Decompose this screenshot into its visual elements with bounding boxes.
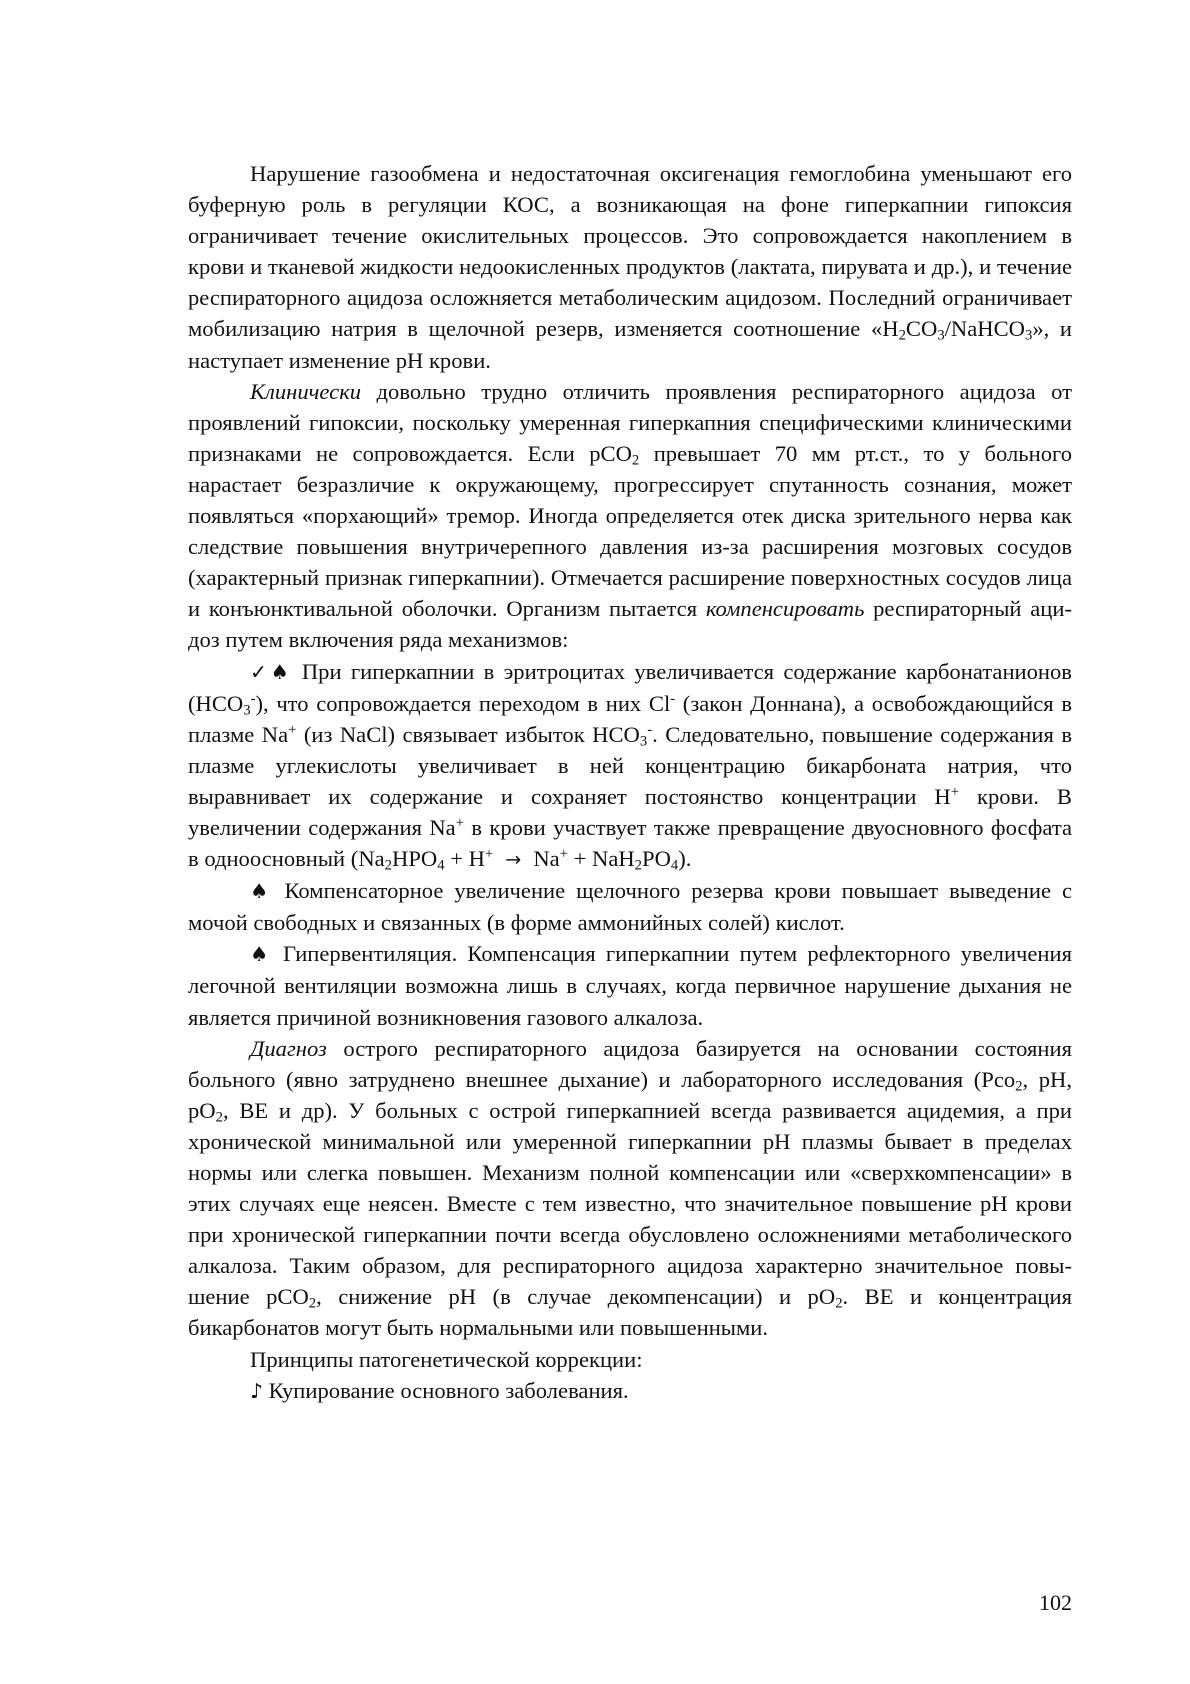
page-number: 102 xyxy=(1039,1590,1072,1615)
subscript: 3 xyxy=(639,733,648,750)
superscript: - xyxy=(250,690,256,707)
text-run: острого респираторного ацидоза базируется на основании состояния больного (явно затруднено внешнее дыхание) и лабораторного исследования (Pco xyxy=(188,1035,1072,1092)
text-run: , снижение pH (в случае декомпенсации) и pO xyxy=(316,1284,836,1310)
text-run: (закон Доннана), а освобождающийся в плазме Na xyxy=(188,690,1072,747)
paragraph-hyperventilation xyxy=(188,938,1072,1032)
italic-term: компенсировать xyxy=(705,596,865,622)
subscript: 2 xyxy=(308,1296,317,1313)
italic-term: Клинически xyxy=(250,378,362,404)
paragraph-mechanism-erythrocytes xyxy=(188,656,1072,876)
superscript: + xyxy=(950,783,960,800)
text-run: ), что сопровождается переходом в них Cl xyxy=(255,690,671,716)
text-run: превышает 70 мм рт.ст., то у больного нарастает безразличие к окружающему, прогрессирует спутанность сознания, может появляться «порхающий» тремор. Иногда определяется отек диска зрительного нерва как следствие повышения внутричерепного давления из-за расширения мозговых сосудов (характерный признак гиперкапнии). Отмечается расширение поверхностных сосудов лица и конъюнктивальной оболочки. Организм пытается xyxy=(188,440,1072,622)
text-run: довольно трудно отличить проявления респираторного ацидоза от проявлений гипоксии, поскольку умеренная гиперкапния специфическими клиническими признаками не сопровождается. Если pCO xyxy=(188,378,1072,466)
text-run: », и наступает изменение pH крови. xyxy=(188,316,1073,373)
text-run: респираторный ацидоз путем включения ряда механизмов: xyxy=(188,596,1072,653)
text-run: При гиперкапнии в эритроцитах увеличивается содержание карбонатанионов (HCO xyxy=(188,658,1072,716)
text-run: + NaH xyxy=(567,846,635,872)
text-run: + H xyxy=(444,846,485,872)
paragraph-alkaline-reserve xyxy=(188,875,1072,938)
text-run: Na xyxy=(533,846,560,872)
subscript: 3 xyxy=(243,702,251,719)
body-text xyxy=(188,158,1072,1407)
text-run: HPO xyxy=(392,846,438,872)
subscript: 2 xyxy=(898,328,906,345)
superscript: - xyxy=(647,721,653,738)
arrow-right-icon: → xyxy=(505,848,522,872)
spade-bullet-icon: ♠ xyxy=(250,879,274,904)
text-run: Компенсаторное увеличение щелочного резерва крови повышает выведение с мочой свободных и связанных (в форме аммонийных солей) кислот. xyxy=(188,878,1072,936)
text-run: ). xyxy=(678,846,692,872)
subscript: 2 xyxy=(384,857,393,874)
text-run: Купирование основного заболевания. xyxy=(262,1377,629,1403)
superscript: + xyxy=(455,814,464,831)
text-run: в крови участвует также превращение двуосновного фосфата в одноосновный (Na xyxy=(188,814,1072,872)
subscript: 2 xyxy=(215,1109,223,1126)
text-run: (из NaCl) связывает избыток HCO xyxy=(296,721,640,747)
subscript: 2 xyxy=(634,857,643,874)
text-run: PO xyxy=(642,846,671,872)
subscript: 4 xyxy=(670,857,679,874)
text-run: Гипервентиляция. Компенсация гиперкапнии путем рефлекторного увеличения легочной вентиляции возможна лишь в случаях, когда первичное нарушение дыхания не является причиной возникновения газового алкалоза. xyxy=(188,941,1072,1030)
text-run: . Следовательно, повышение содержания в плазме углекислоты увеличивает в ней концентрацию бикарбоната натрия, что выравнивает их содержание и сохраняет постоянство концентрации H xyxy=(188,721,1072,809)
subscript: 3 xyxy=(1024,328,1033,345)
text-run: H xyxy=(882,316,899,342)
subscript: 4 xyxy=(437,857,445,874)
subscript: 2 xyxy=(1015,1078,1023,1095)
paragraph-diagnosis xyxy=(188,1033,1072,1344)
superscript: + xyxy=(288,721,297,738)
check-spade-bullet-icon: ✓♠ xyxy=(250,659,293,684)
paragraph-correction-item xyxy=(188,1375,1072,1407)
paragraph-correction-principles xyxy=(188,1344,1072,1375)
superscript: + xyxy=(559,845,568,862)
paragraph-clinical xyxy=(188,376,1072,656)
text-run: /NaHCO xyxy=(944,316,1025,342)
paragraph-gas-exchange xyxy=(188,158,1072,376)
italic-term: Диагноз xyxy=(250,1035,327,1061)
subscript: 2 xyxy=(631,452,640,469)
text-run: , pH, pO xyxy=(188,1066,1073,1123)
superscript: + xyxy=(484,845,494,862)
text-run: . BE и концентрация бикарбонатов могут быть нормальными или повышенными. xyxy=(188,1284,1073,1341)
subscript: 2 xyxy=(835,1296,843,1313)
text-run: CO xyxy=(905,316,938,342)
text-run: Принципы патогенетической коррекции: xyxy=(250,1346,643,1372)
music-note-bullet-icon: ♪ xyxy=(250,1378,263,1403)
text-run: крови. В увеличении содержания Na xyxy=(188,783,1072,840)
superscript: - xyxy=(670,690,676,707)
spade-bullet-icon: ♠ xyxy=(250,942,273,967)
text-run: Нарушение газообмена и недостаточная оксигенация гемоглобина уменьшают его буферную роль в регуляции КОС, а возникающая на фоне гиперкапнии гипоксия ограничивает течение окислительных процессов. Это сопровождается накоплением в крови и тканевой жидкости недоокисленных продуктов (лактата, пирувата и др.), и течение респираторного ацидоза осложняется метаболическим ацидозом. Последний ограничивает мобилизацию натрия в щелочной резерв, изменяется соотношение « xyxy=(188,161,1072,342)
text-run: , BE и др). У больных с острой гиперкапнией всегда развивается ацидемия, а при хронической минимальной или умеренной гиперкапнии pH плазмы бывает в пределах нормы или слегка повышен. Механизм полной компенсации или «сверхкомпенсации» в этих случаях еще неясен. Вместе с тем известно, что значительное повышение pH крови при хронической гиперкапнии почти всегда обусловлено осложнениями метаболического алкалоза. Таким образом, для респираторного ацидоза характерно значительное повышение pCO xyxy=(188,1097,1072,1310)
subscript: 3 xyxy=(937,328,945,345)
